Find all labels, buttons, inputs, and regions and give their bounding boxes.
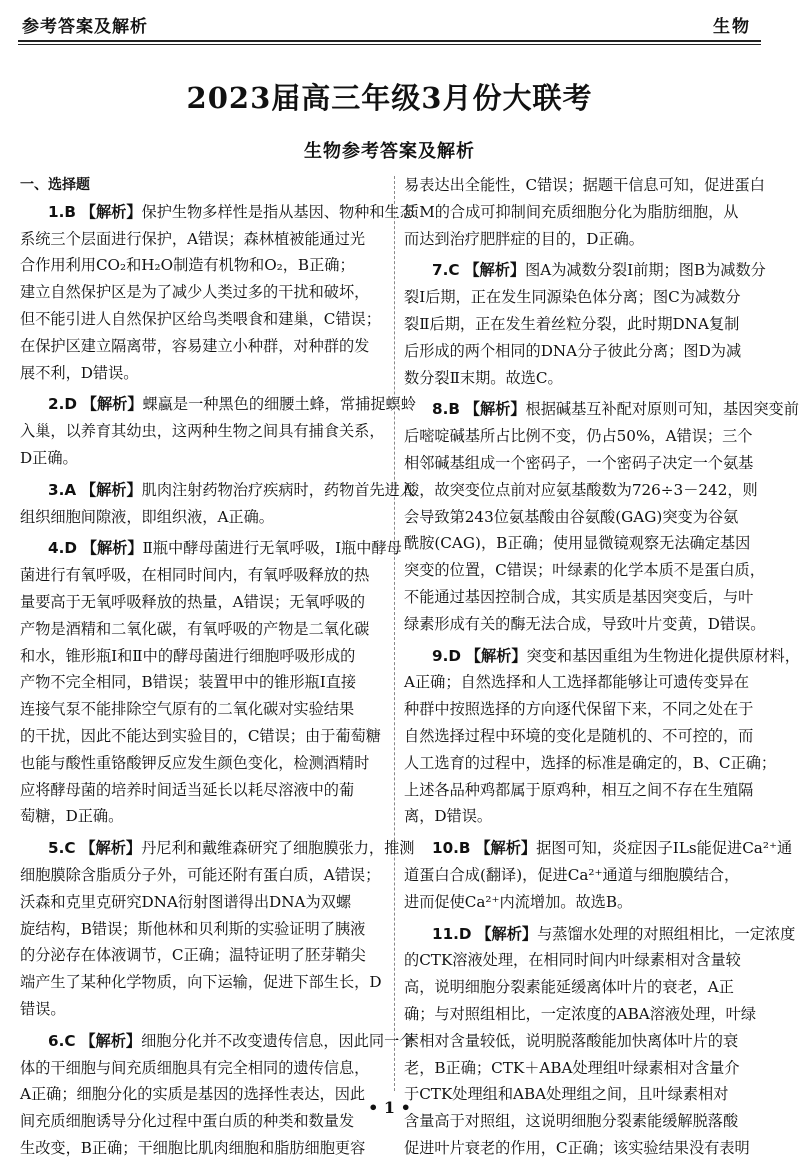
answer-number: 9.D bbox=[432, 646, 461, 665]
answer-line: 在保护区建立隔离带，容易建立小种群，对种群的发 bbox=[20, 336, 370, 355]
answer-item bbox=[20, 199, 415, 387]
answer-line: 建立自然保护区是为了减少人类过多的干扰和破坏， bbox=[20, 283, 370, 302]
answer-line: 的CTK溶液处理，在相同时间内叶绿素相对含量较 bbox=[404, 951, 741, 970]
analysis-tag: 【解析】 bbox=[465, 646, 527, 665]
answer-number: 2.D bbox=[48, 395, 77, 414]
item-gap bbox=[20, 1162, 386, 1167]
answer-line bbox=[20, 835, 415, 862]
answer-line: 连接气泵不能排除空气原有的二氧化碳对实验结果 bbox=[20, 700, 355, 719]
analysis-tag: 【解析】 bbox=[464, 261, 526, 280]
answer-text: 保护生物多样性是指从基因、物种和生态 bbox=[141, 202, 415, 221]
answer-line: 的干扰，因此不能达到实验目的，C错误；由于葡萄糖 bbox=[20, 726, 381, 745]
answer-number: 4.D bbox=[48, 539, 77, 558]
answer-line bbox=[404, 643, 800, 670]
answer-line: 道蛋白合成(翻译)，促进Ca²⁺通道与细胞膜结合， bbox=[404, 865, 740, 884]
answer-line: 素相对含量较低，说明脱落酸能加快离体叶片的衰 bbox=[404, 1031, 739, 1050]
analysis-tag: 【解析】 bbox=[464, 400, 526, 419]
answer-line: 应将酵母菌的培养时间适当延长以耗尽溶液中的葡 bbox=[20, 780, 355, 799]
answer-line: 裂Ⅰ后期，正在发生同源染色体分离；图C为减数分 bbox=[404, 288, 741, 307]
header-rule bbox=[18, 40, 761, 42]
answer-line bbox=[20, 199, 415, 226]
answer-line: 细胞膜除含脂质分子外，可能还附有蛋白质，A错误； bbox=[20, 865, 381, 884]
answer-line: 量要高于无氧呼吸释放的热量，A错误；无氧呼吸的 bbox=[20, 592, 366, 611]
answer-item bbox=[404, 921, 796, 1162]
analysis-tag: 【解析】 bbox=[475, 839, 537, 858]
answer-line: 老，B正确；CTK＋ABA处理组叶绿素相对含量介 bbox=[404, 1058, 740, 1077]
answer-number: 1.B bbox=[48, 202, 76, 221]
answer-line: 也能与酸性重铬酸钾反应发生颜色变化，检测酒精时 bbox=[20, 753, 370, 772]
header-left: 参考答案及解析 bbox=[22, 17, 148, 37]
answer-line: 但不能引进人自然保护区给鸟类喂食和建巢，C错误； bbox=[20, 309, 381, 328]
answer-item bbox=[404, 396, 799, 637]
answer-line: 数分裂Ⅱ末期。故选C。 bbox=[404, 368, 563, 387]
answer-item bbox=[20, 477, 416, 531]
left-column bbox=[20, 172, 416, 1167]
answer-line bbox=[20, 1028, 415, 1055]
answer-line: 相邻碱基组成一个密码子，一个密码子决定一个氨基 bbox=[404, 453, 754, 472]
answer-number: 8.B bbox=[432, 400, 460, 419]
answer-line: 质M的合成可抑制间充质细胞分化为脂肪细胞，从 bbox=[404, 202, 739, 221]
analysis-tag: 【解析】 bbox=[80, 839, 142, 858]
answer-line: 易表达出全能性，C错误；据题干信息可知，促进蛋白 bbox=[404, 176, 765, 194]
item-gap bbox=[404, 1162, 758, 1167]
answer-line: 端产生了某种化学物质，向下运输，促进下部生长，D bbox=[20, 973, 382, 992]
answer-line bbox=[404, 921, 796, 948]
answer-line: 上述各品种鸡都属于原鸡种，相互之间不存在生殖隔 bbox=[404, 780, 754, 799]
answer-text: 图A为减数分裂Ⅰ前期；图B为减数分 bbox=[525, 261, 766, 280]
answer-line: 间充质细胞诱导分化过程中蛋白质的种类和数量发 bbox=[20, 1112, 355, 1131]
answer-item bbox=[404, 643, 800, 831]
analysis-tag: 【解析】 bbox=[80, 480, 142, 499]
answer-text: 与蒸馏水处理的对照组相比，一定浓度 bbox=[537, 924, 796, 943]
answer-line: 错误。 bbox=[20, 999, 66, 1018]
analysis-tag: 【解析】 bbox=[476, 924, 538, 943]
answer-line: 种群中按照选择的方向逐代保留下来，不同之处在于 bbox=[404, 700, 754, 719]
answer-text: 丹尼利和戴维森研究了细胞膜张力，推测 bbox=[141, 839, 415, 858]
answer-line: 酸，故突变位点前对应氨基酸数为726÷3－242，则 bbox=[404, 480, 758, 499]
answer-line: 组织细胞间隙液，即组织液，A正确。 bbox=[20, 507, 274, 526]
answer-line bbox=[20, 477, 416, 504]
answer-line: 菌进行有氧呼吸，在相同时间内，有氧呼吸释放的热 bbox=[20, 566, 370, 585]
answer-line: 绿素形成有关的酶无法合成，导致叶片变黄，D错误。 bbox=[404, 614, 766, 633]
answer-line bbox=[20, 391, 416, 418]
answer-line: 生改变，B正确；干细胞比肌肉细胞和脂肪细胞更容 bbox=[20, 1138, 366, 1157]
answer-continued bbox=[404, 172, 765, 252]
right-column bbox=[404, 172, 800, 1167]
answer-line: 高，说明细胞分裂素能延缓离体叶片的衰老，A正 bbox=[404, 978, 734, 997]
page-subtitle: 生物参考答案及解析 bbox=[304, 141, 475, 162]
answer-line: 沃森和克里克研究DNA衍射图谱得出DNA为双螺 bbox=[20, 892, 352, 911]
answer-text: Ⅱ瓶中酵母菌进行无氧呼吸，Ⅰ瓶中酵母 bbox=[142, 539, 402, 558]
header-right: 生物 bbox=[713, 17, 751, 37]
answer-line: 旋结构，B错误；斯他林和贝利斯的实验证明了胰液 bbox=[20, 919, 366, 938]
answer-line: 于CTK处理组和ABA处理组之间，且叶绿素相对 bbox=[404, 1085, 729, 1104]
answer-line: 促进叶片衰老的作用，C正确；该实验结果没有表明 bbox=[404, 1138, 750, 1157]
answer-text: 根据碱基互补配对原则可知，基因突变前 bbox=[525, 400, 799, 419]
answer-number: 11.D bbox=[432, 924, 472, 943]
answer-item bbox=[20, 835, 415, 1023]
answer-item bbox=[404, 835, 793, 915]
answer-number: 10.B bbox=[432, 839, 471, 858]
answer-line: 人工选育的过程中，选择的标准是确定的，B、C正确； bbox=[404, 753, 777, 772]
answer-number: 6.C bbox=[48, 1031, 76, 1050]
answer-line: 自然选择过程中环境的变化是随机的、不可控的，而 bbox=[404, 726, 754, 745]
answer-line: 裂Ⅱ后期，正在发生着丝粒分裂，此时期DNA复制 bbox=[404, 314, 740, 333]
answer-line bbox=[404, 396, 799, 423]
answer-line: 进而促使Ca²⁺内流增加。故选B。 bbox=[404, 892, 633, 911]
answer-line: 产物不完全相同，B错误；装置甲中的锥形瓶Ⅰ直接 bbox=[20, 673, 357, 692]
column-divider bbox=[394, 176, 395, 1091]
answer-line: 会导致第243位氨基酸由谷氨酸(GAG)突变为谷氨 bbox=[404, 507, 739, 526]
analysis-tag: 【解析】 bbox=[80, 1031, 142, 1050]
answer-number: 5.C bbox=[48, 839, 76, 858]
answer-number: 3.A bbox=[48, 480, 77, 499]
answer-item bbox=[20, 391, 416, 471]
answer-line: 突变的位置，C错误；叶绿素的化学本质不是蛋白质， bbox=[404, 561, 765, 580]
analysis-tag: 【解析】 bbox=[81, 395, 143, 414]
answer-line: 后嘧啶碱基所占比例不变，仍占50%，A错误；三个 bbox=[404, 427, 753, 446]
page-number: • 1 • bbox=[368, 1098, 411, 1117]
answer-text: 蜾蠃是一种黑色的细腰土蜂，常捕捉螟蛉 bbox=[142, 395, 416, 414]
answer-line: 后形成的两个相同的DNA分子彼此分离；图D为减 bbox=[404, 341, 742, 360]
answer-line bbox=[404, 835, 793, 862]
answer-line: 展不利，D错误。 bbox=[20, 363, 139, 382]
answer-item bbox=[20, 535, 402, 830]
answer-line: 合作用利用CO₂和H₂O制造有机物和O₂，B正确； bbox=[20, 256, 355, 275]
header-rule-thin bbox=[18, 44, 761, 45]
answer-item bbox=[404, 257, 766, 391]
answer-text: 突变和基因重组为生物进化提供原材料， bbox=[526, 646, 800, 665]
analysis-tag: 【解析】 bbox=[80, 202, 142, 221]
answer-text: 细胞分化并不改变遗传信息，因此同一个 bbox=[141, 1031, 415, 1050]
answer-line: A正确；自然选择和人工选择都能够让可遗传变异在 bbox=[404, 673, 750, 692]
page-title: 2023届高三年级3月份大联考 bbox=[186, 81, 593, 115]
answer-line: 而达到治疗肥胖症的目的，D正确。 bbox=[404, 229, 644, 248]
answer-line: 确；与对照组相比，一定浓度的ABA溶液处理，叶绿 bbox=[404, 1004, 757, 1023]
answer-text: 据图可知，炎症因子ILs能促进Ca²⁺通 bbox=[536, 839, 793, 858]
answer-text: 肌肉注射药物治疗疾病时，药物首先进入 bbox=[141, 480, 416, 499]
analysis-tag: 【解析】 bbox=[81, 539, 143, 558]
answer-line: 不能通过基因控制合成，其实质是基因突变后，与叶 bbox=[404, 587, 754, 606]
answer-line: 体的干细胞与间充质细胞具有完全相同的遗传信息， bbox=[20, 1058, 370, 1077]
answer-line bbox=[404, 257, 766, 284]
answer-line: D正确。 bbox=[20, 448, 78, 467]
answer-line: 和水，锥形瓶Ⅰ和Ⅱ中的酵母菌进行细胞呼吸形成的 bbox=[20, 646, 356, 665]
answer-line: 的分泌存在体液调节，C正确；温特证明了胚芽鞘尖 bbox=[20, 946, 366, 965]
answer-item bbox=[20, 1028, 415, 1162]
answer-number: 7.C bbox=[432, 261, 460, 280]
answer-line: 系统三个层面进行保护，A错误；森林植被能通过光 bbox=[20, 229, 366, 248]
answer-line: 萄糖，D正确。 bbox=[20, 807, 124, 826]
answer-line bbox=[20, 535, 402, 562]
section-heading: 一、选择题 bbox=[20, 177, 90, 193]
answer-line: A正确；细胞分化的实质是基因的选择性表达，因此 bbox=[20, 1085, 366, 1104]
answer-line: 含量高于对照组，这说明细胞分裂素能缓解脱落酸 bbox=[404, 1112, 739, 1131]
answer-line: 产物是酒精和二氧化碳，有氧呼吸的产物是二氧化碳 bbox=[20, 619, 370, 638]
answer-line: 离，D错误。 bbox=[404, 807, 493, 826]
answer-line: 入巢，以养育其幼虫，这两种生物之间具有捕食关系， bbox=[20, 422, 385, 441]
answer-line: 酰胺(CAG)，B正确；使用显微镜观察无法确定基因 bbox=[404, 534, 751, 553]
